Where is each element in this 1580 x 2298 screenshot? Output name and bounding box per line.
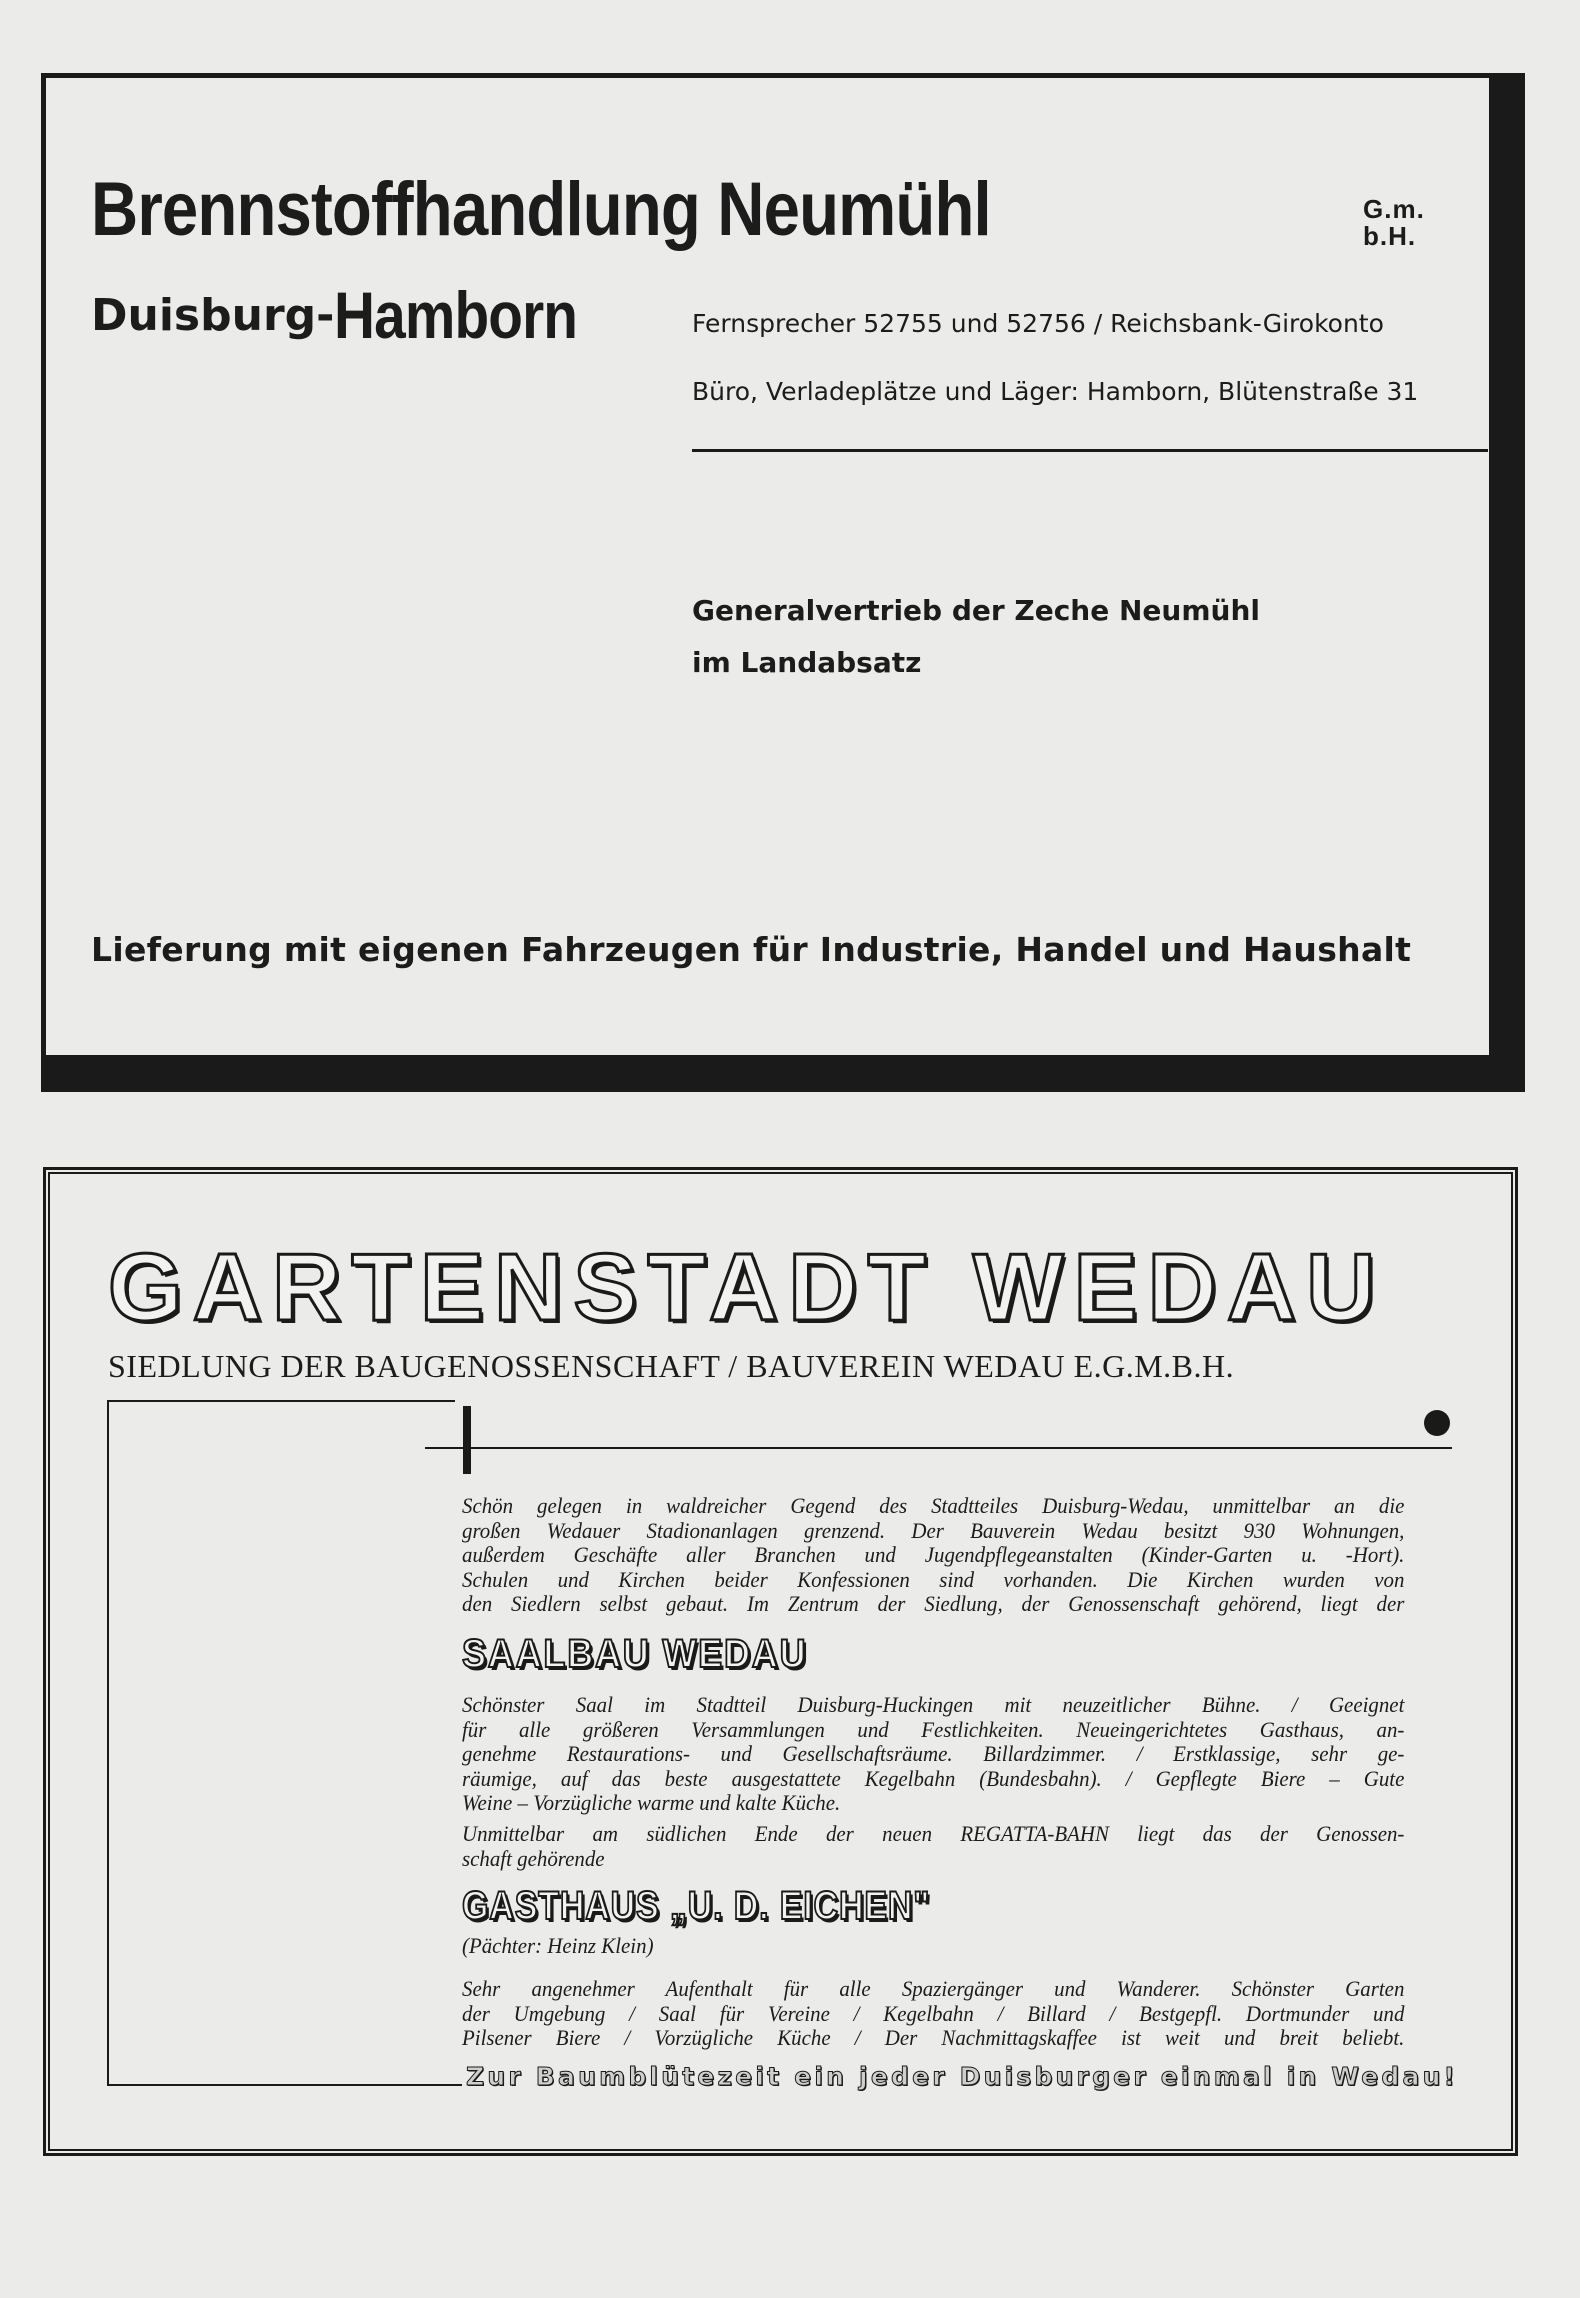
- text-line: den Siedlern selbst gebaut. Im Zentrum der Siedlung, der Genossenschaft gehörend, liegt der: [462, 1591, 1405, 1616]
- city-district: Hamborn: [334, 278, 578, 352]
- text-line: Sehr angenehmer Aufenthalt für alle Spaziergänger und Wanderer. Schönster Garten: [462, 1976, 1405, 2001]
- text-line: Weine – Vorzügliche warme und kalte Küche.: [462, 1790, 841, 1815]
- frame-bottom-line: [107, 2084, 462, 2086]
- delivery-line: Lieferung mit eigenen Fahrzeugen für Industrie, Handel und Haushalt: [91, 930, 1412, 969]
- city-prefix: Duisburg-: [91, 290, 335, 341]
- border-shadow-bottom: [41, 1055, 1525, 1092]
- text-line: für alle größeren Versammlungen und Festlichkeiten. Neueingerichtetes Gasthaus, an-: [462, 1716, 1405, 1742]
- distribution-line1: Generalvertrieb der Zeche Neumühl: [692, 594, 1260, 627]
- text-line: Schulen und Kirchen beider Konfessionen sind vorhanden. Die Kirchen wurden von: [462, 1566, 1405, 1592]
- saalbau-heading: SAALBAU WEDAU: [462, 1632, 808, 1676]
- text-line: genehme Restaurations- und Gesellschaftsräume. Billardzimmer. / Erstklassige, sehr ge-: [462, 1741, 1405, 1766]
- divider-rule: [692, 449, 1488, 452]
- text-line: außerdem Geschäfte aller Branchen und Jugendpflegeanstalten (Kinder-Garten u. -Hort).: [462, 1542, 1405, 1567]
- phone-line: Fernsprecher 52755 und 52756 / Reichsbank-Girokonto: [692, 309, 1384, 338]
- slogan: Zur Baumblütezeit ein jeder Duisburger einmal in Wedau!: [466, 2062, 1459, 2091]
- text-line: der Umgebung / Saal für Vereine / Kegelbahn / Billard / Bestgepfl. Dortmunder und: [462, 2000, 1405, 2026]
- regatta-paragraph: [462, 1822, 1454, 1871]
- saalbau-paragraph: [462, 1693, 1454, 1816]
- text-line: schaft gehörende: [462, 1845, 605, 1871]
- frame-top-line: [107, 1400, 455, 1402]
- legal-form: [1363, 196, 1425, 250]
- vertical-bar: [463, 1406, 471, 1474]
- tenant: [462, 1934, 1454, 1959]
- bullet-dot: [1424, 1410, 1450, 1436]
- legal-form-line2: b.H.: [1363, 221, 1417, 251]
- gasthaus-heading: GASTHAUS „U. D. EICHEN": [462, 1884, 931, 1928]
- text-line: großen Wedauer Stadionanlagen grenzend. Der Bauverein Wedau besitzt 930 Wohnungen,: [462, 1517, 1405, 1543]
- horizontal-rule: [425, 1447, 1452, 1449]
- text-line: Schön gelegen in waldreicher Gegend des Stadtteiles Duisburg-Wedau, unmittelbar an die: [462, 1493, 1405, 1518]
- text-line: Schönster Saal im Stadtteil Duisburg-Huckingen mit neuzeitlicher Bühne. / Geeignet: [462, 1692, 1405, 1717]
- text-line: Unmittelbar am südlichen Ende der neuen REGATTA-BAHN liegt das der Genossen-: [462, 1821, 1405, 1846]
- intro-paragraph: [462, 1494, 1454, 1617]
- company-name: Brennstoffhandlung Neumühl: [91, 167, 991, 252]
- ad2-title: GARTENSTADT WEDAU: [108, 1234, 1386, 1341]
- text-line: Pilsener Biere / Vorzügliche Küche / Der Nachmittagskaffee ist weit und breit beliebt.: [462, 2025, 1405, 2050]
- frame-left-line: [107, 1400, 109, 2086]
- ad2-subtitle: SIEDLUNG DER BAUGENOSSENSCHAFT / BAUVEREIN WEDAU E.G.M.B.H.: [108, 1348, 1235, 1384]
- distribution-line2: im Landabsatz: [692, 646, 922, 679]
- tenant-text: (Pächter: Heinz Klein): [462, 1933, 654, 1958]
- border-shadow-right: [1489, 73, 1525, 1092]
- gasthaus-paragraph: [462, 1977, 1454, 2051]
- legal-form-line1: G.m.: [1363, 194, 1425, 224]
- text-line: räumige, auf das beste ausgestattete Kegelbahn (Bundesbahn). / Gepflegte Biere – Gute: [462, 1765, 1405, 1791]
- office-line: Büro, Verladeplätze und Läger: Hamborn, Blütenstraße 31: [692, 377, 1419, 406]
- city: [91, 278, 617, 352]
